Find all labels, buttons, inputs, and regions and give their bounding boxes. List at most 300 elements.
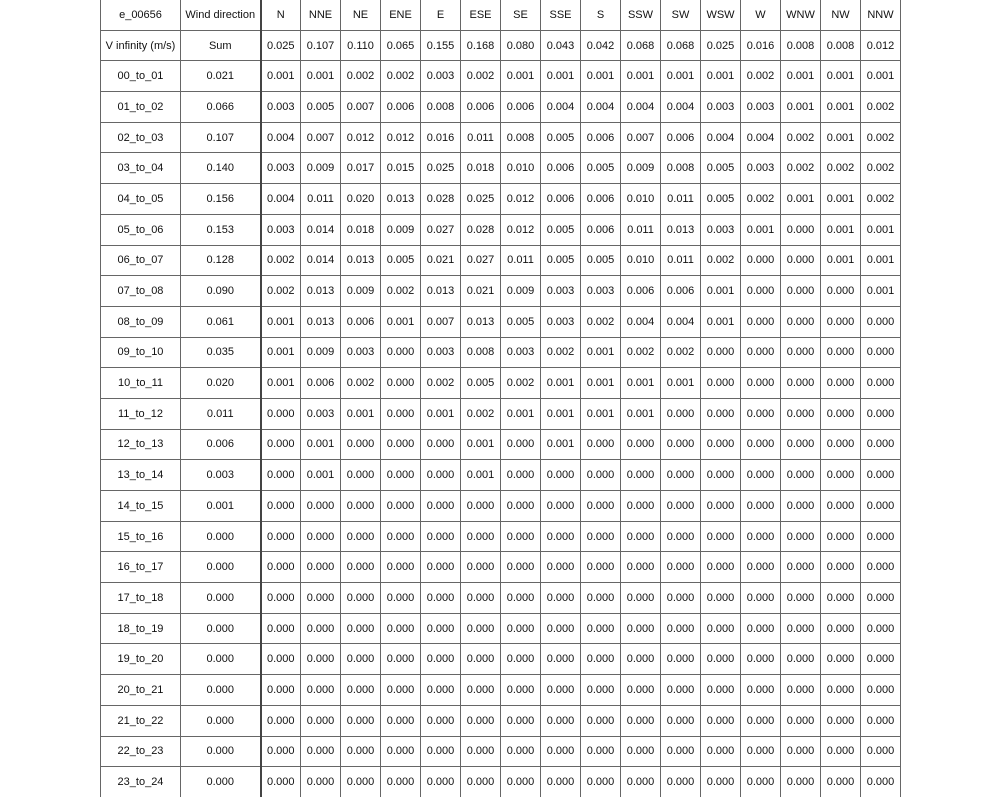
direction-header-nne: NNE (301, 0, 341, 30)
frequency-cell: 0.000 (421, 767, 461, 797)
table-row (101, 122, 901, 153)
speed-bin-label: 15_to_16 (101, 521, 181, 552)
frequency-cell: 0.000 (501, 583, 541, 614)
frequency-cell: 0.011 (501, 245, 541, 276)
frequency-cell: 0.006 (341, 306, 381, 337)
direction-header-wnw: WNW (781, 0, 821, 30)
frequency-cell: 0.000 (741, 491, 781, 522)
frequency-cell: 0.028 (461, 214, 501, 245)
wind-table-container (100, 0, 900, 800)
frequency-cell: 0.000 (421, 491, 461, 522)
frequency-cell: 0.025 (421, 153, 461, 184)
frequency-cell: 0.000 (781, 736, 821, 767)
frequency-cell: 0.000 (341, 767, 381, 797)
frequency-cell: 0.010 (621, 184, 661, 215)
frequency-cell: 0.001 (581, 398, 621, 429)
wind-direction-header: Wind direction (181, 0, 261, 30)
frequency-cell: 0.000 (421, 675, 461, 706)
row-sum-cell: 0.107 (181, 122, 261, 153)
frequency-cell: 0.000 (301, 552, 341, 583)
frequency-cell: 0.004 (261, 184, 301, 215)
frequency-cell: 0.000 (261, 460, 301, 491)
frequency-cell: 0.000 (341, 644, 381, 675)
frequency-cell: 0.025 (461, 184, 501, 215)
frequency-cell: 0.000 (381, 644, 421, 675)
frequency-cell: 0.001 (301, 61, 341, 92)
frequency-cell: 0.000 (821, 767, 861, 797)
frequency-cell: 0.002 (461, 61, 501, 92)
frequency-cell: 0.004 (581, 92, 621, 123)
frequency-cell: 0.005 (581, 245, 621, 276)
frequency-cell: 0.000 (381, 429, 421, 460)
speed-bin-label: 01_to_02 (101, 92, 181, 123)
row-sum-cell: 0.000 (181, 767, 261, 797)
frequency-cell: 0.003 (541, 306, 581, 337)
frequency-cell: 0.000 (701, 583, 741, 614)
frequency-cell: 0.002 (861, 153, 901, 184)
table-id-cell: e_00656 (101, 0, 181, 30)
frequency-cell: 0.000 (301, 736, 341, 767)
frequency-cell: 0.000 (421, 613, 461, 644)
frequency-cell: 0.000 (501, 675, 541, 706)
frequency-cell: 0.000 (501, 613, 541, 644)
frequency-cell: 0.011 (661, 184, 701, 215)
row-sum-cell: 0.000 (181, 736, 261, 767)
frequency-cell: 0.008 (661, 153, 701, 184)
frequency-cell: 0.000 (261, 767, 301, 797)
frequency-cell: 0.000 (381, 521, 421, 552)
sum-row (101, 30, 901, 61)
frequency-cell: 0.000 (541, 460, 581, 491)
frequency-cell: 0.001 (261, 368, 301, 399)
frequency-cell: 0.004 (661, 306, 701, 337)
frequency-cell: 0.000 (621, 583, 661, 614)
frequency-cell: 0.000 (621, 429, 661, 460)
frequency-cell: 0.002 (581, 306, 621, 337)
table-row (101, 491, 901, 522)
frequency-cell: 0.001 (821, 245, 861, 276)
frequency-cell: 0.010 (501, 153, 541, 184)
frequency-cell: 0.013 (301, 306, 341, 337)
frequency-cell: 0.000 (781, 460, 821, 491)
frequency-cell: 0.000 (381, 337, 421, 368)
frequency-cell: 0.013 (661, 214, 701, 245)
frequency-cell: 0.002 (501, 368, 541, 399)
frequency-cell: 0.000 (781, 306, 821, 337)
frequency-cell: 0.000 (701, 398, 741, 429)
table-row (101, 613, 901, 644)
table-row (101, 337, 901, 368)
frequency-cell: 0.013 (461, 306, 501, 337)
direction-sum-sse: 0.043 (541, 30, 581, 61)
frequency-cell: 0.002 (541, 337, 581, 368)
frequency-cell: 0.000 (461, 491, 501, 522)
frequency-cell: 0.000 (501, 429, 541, 460)
frequency-cell: 0.000 (381, 613, 421, 644)
frequency-cell: 0.000 (261, 398, 301, 429)
frequency-cell: 0.000 (621, 491, 661, 522)
direction-sum-w: 0.016 (741, 30, 781, 61)
frequency-cell: 0.000 (301, 705, 341, 736)
frequency-cell: 0.000 (821, 398, 861, 429)
frequency-cell: 0.007 (341, 92, 381, 123)
row-sum-cell: 0.000 (181, 613, 261, 644)
frequency-cell: 0.000 (341, 705, 381, 736)
frequency-cell: 0.001 (461, 429, 501, 460)
frequency-cell: 0.001 (701, 306, 741, 337)
frequency-cell: 0.000 (701, 521, 741, 552)
table-row (101, 276, 901, 307)
frequency-cell: 0.001 (301, 460, 341, 491)
frequency-cell: 0.000 (701, 705, 741, 736)
frequency-cell: 0.000 (461, 644, 501, 675)
frequency-cell: 0.000 (461, 736, 501, 767)
speed-bin-label: 23_to_24 (101, 767, 181, 797)
frequency-cell: 0.020 (341, 184, 381, 215)
frequency-cell: 0.000 (381, 368, 421, 399)
table-row (101, 429, 901, 460)
frequency-cell: 0.005 (381, 245, 421, 276)
frequency-cell: 0.000 (621, 675, 661, 706)
frequency-cell: 0.000 (861, 521, 901, 552)
frequency-cell: 0.003 (501, 337, 541, 368)
frequency-cell: 0.000 (821, 491, 861, 522)
frequency-cell: 0.000 (781, 276, 821, 307)
frequency-cell: 0.002 (861, 122, 901, 153)
speed-bin-label: 07_to_08 (101, 276, 181, 307)
frequency-cell: 0.000 (301, 613, 341, 644)
frequency-cell: 0.006 (581, 122, 621, 153)
frequency-cell: 0.006 (661, 276, 701, 307)
frequency-cell: 0.000 (501, 705, 541, 736)
frequency-cell: 0.000 (381, 705, 421, 736)
frequency-cell: 0.000 (861, 337, 901, 368)
frequency-cell: 0.000 (661, 460, 701, 491)
frequency-cell: 0.000 (341, 583, 381, 614)
frequency-cell: 0.017 (341, 153, 381, 184)
speed-bin-label: 09_to_10 (101, 337, 181, 368)
table-row (101, 552, 901, 583)
frequency-cell: 0.000 (781, 552, 821, 583)
speed-bin-label: 17_to_18 (101, 583, 181, 614)
frequency-cell: 0.000 (741, 583, 781, 614)
frequency-cell: 0.000 (701, 613, 741, 644)
frequency-cell: 0.000 (741, 767, 781, 797)
frequency-cell: 0.000 (821, 460, 861, 491)
frequency-cell: 0.001 (341, 398, 381, 429)
table-row (101, 184, 901, 215)
frequency-cell: 0.009 (301, 337, 341, 368)
table-row (101, 153, 901, 184)
frequency-cell: 0.003 (261, 153, 301, 184)
frequency-cell: 0.007 (301, 122, 341, 153)
frequency-cell: 0.001 (741, 214, 781, 245)
frequency-cell: 0.002 (381, 276, 421, 307)
frequency-cell: 0.003 (701, 92, 741, 123)
frequency-cell: 0.000 (861, 429, 901, 460)
direction-header-ssw: SSW (621, 0, 661, 30)
direction-sum-ne: 0.110 (341, 30, 381, 61)
frequency-cell: 0.000 (701, 337, 741, 368)
frequency-cell: 0.000 (541, 705, 581, 736)
frequency-cell: 0.000 (621, 521, 661, 552)
frequency-cell: 0.000 (341, 552, 381, 583)
frequency-cell: 0.000 (301, 491, 341, 522)
frequency-cell: 0.001 (781, 184, 821, 215)
frequency-cell: 0.000 (661, 521, 701, 552)
direction-sum-s: 0.042 (581, 30, 621, 61)
frequency-cell: 0.000 (381, 736, 421, 767)
frequency-cell: 0.000 (421, 521, 461, 552)
frequency-cell: 0.000 (501, 460, 541, 491)
frequency-cell: 0.002 (661, 337, 701, 368)
frequency-cell: 0.000 (621, 767, 661, 797)
frequency-cell: 0.000 (341, 460, 381, 491)
frequency-cell: 0.001 (861, 245, 901, 276)
frequency-cell: 0.010 (621, 245, 661, 276)
frequency-cell: 0.000 (541, 675, 581, 706)
frequency-cell: 0.001 (581, 337, 621, 368)
frequency-cell: 0.009 (341, 276, 381, 307)
frequency-cell: 0.013 (341, 245, 381, 276)
frequency-cell: 0.003 (701, 214, 741, 245)
direction-header-ene: ENE (381, 0, 421, 30)
frequency-cell: 0.001 (301, 429, 341, 460)
frequency-cell: 0.000 (741, 705, 781, 736)
frequency-cell: 0.000 (461, 583, 501, 614)
direction-header-wsw: WSW (701, 0, 741, 30)
frequency-cell: 0.000 (501, 736, 541, 767)
frequency-cell: 0.002 (861, 92, 901, 123)
table-row (101, 521, 901, 552)
row-sum-cell: 0.090 (181, 276, 261, 307)
frequency-cell: 0.016 (421, 122, 461, 153)
frequency-cell: 0.000 (301, 767, 341, 797)
direction-sum-ese: 0.168 (461, 30, 501, 61)
frequency-cell: 0.015 (381, 153, 421, 184)
direction-header-nnw: NNW (861, 0, 901, 30)
frequency-cell: 0.000 (741, 644, 781, 675)
frequency-cell: 0.000 (661, 398, 701, 429)
frequency-cell: 0.028 (421, 184, 461, 215)
row-sum-cell: 0.001 (181, 491, 261, 522)
frequency-cell: 0.000 (461, 705, 501, 736)
frequency-cell: 0.000 (701, 767, 741, 797)
frequency-cell: 0.001 (661, 61, 701, 92)
frequency-cell: 0.011 (301, 184, 341, 215)
frequency-cell: 0.000 (861, 460, 901, 491)
frequency-cell: 0.000 (341, 736, 381, 767)
frequency-cell: 0.001 (861, 61, 901, 92)
frequency-cell: 0.000 (341, 613, 381, 644)
frequency-cell: 0.000 (701, 552, 741, 583)
frequency-cell: 0.000 (701, 644, 741, 675)
direction-sum-wnw: 0.008 (781, 30, 821, 61)
frequency-cell: 0.000 (581, 705, 621, 736)
frequency-cell: 0.000 (541, 552, 581, 583)
frequency-cell: 0.000 (701, 460, 741, 491)
frequency-cell: 0.000 (701, 491, 741, 522)
frequency-cell: 0.000 (781, 767, 821, 797)
frequency-cell: 0.001 (621, 61, 661, 92)
frequency-cell: 0.000 (261, 552, 301, 583)
frequency-cell: 0.000 (661, 613, 701, 644)
frequency-cell: 0.000 (781, 368, 821, 399)
frequency-cell: 0.000 (581, 583, 621, 614)
frequency-cell: 0.001 (541, 398, 581, 429)
frequency-cell: 0.001 (821, 92, 861, 123)
speed-bin-label: 22_to_23 (101, 736, 181, 767)
frequency-cell: 0.000 (661, 736, 701, 767)
row-sum-cell: 0.020 (181, 368, 261, 399)
frequency-cell: 0.003 (261, 92, 301, 123)
frequency-cell: 0.000 (661, 675, 701, 706)
frequency-cell: 0.006 (661, 122, 701, 153)
frequency-cell: 0.000 (821, 644, 861, 675)
direction-header-sse: SSE (541, 0, 581, 30)
frequency-cell: 0.002 (781, 153, 821, 184)
row-sum-cell: 0.000 (181, 521, 261, 552)
direction-sum-e: 0.155 (421, 30, 461, 61)
speed-bin-label: 11_to_12 (101, 398, 181, 429)
frequency-cell: 0.000 (461, 767, 501, 797)
frequency-cell: 0.000 (621, 460, 661, 491)
row-sum-cell: 0.061 (181, 306, 261, 337)
frequency-cell: 0.003 (541, 276, 581, 307)
frequency-cell: 0.006 (621, 276, 661, 307)
speed-bin-label: 16_to_17 (101, 552, 181, 583)
frequency-cell: 0.003 (261, 214, 301, 245)
direction-header-s: S (581, 0, 621, 30)
frequency-cell: 0.000 (341, 675, 381, 706)
table-row (101, 705, 901, 736)
frequency-cell: 0.000 (581, 429, 621, 460)
frequency-cell: 0.000 (821, 675, 861, 706)
direction-sum-wsw: 0.025 (701, 30, 741, 61)
frequency-cell: 0.000 (661, 644, 701, 675)
frequency-cell: 0.000 (621, 644, 661, 675)
frequency-cell: 0.000 (421, 705, 461, 736)
frequency-cell: 0.000 (581, 736, 621, 767)
frequency-cell: 0.001 (701, 276, 741, 307)
frequency-cell: 0.011 (621, 214, 661, 245)
frequency-cell: 0.000 (741, 337, 781, 368)
frequency-cell: 0.000 (541, 767, 581, 797)
frequency-cell: 0.000 (581, 613, 621, 644)
frequency-cell: 0.000 (861, 736, 901, 767)
frequency-cell: 0.000 (701, 429, 741, 460)
header-row (101, 0, 901, 30)
frequency-cell: 0.001 (781, 61, 821, 92)
frequency-cell: 0.000 (341, 521, 381, 552)
frequency-cell: 0.000 (741, 398, 781, 429)
frequency-cell: 0.000 (581, 644, 621, 675)
frequency-cell: 0.001 (821, 214, 861, 245)
frequency-cell: 0.003 (341, 337, 381, 368)
frequency-cell: 0.001 (821, 61, 861, 92)
frequency-cell: 0.004 (621, 306, 661, 337)
frequency-cell: 0.000 (581, 460, 621, 491)
speed-bin-label: 14_to_15 (101, 491, 181, 522)
frequency-cell: 0.001 (781, 92, 821, 123)
frequency-cell: 0.002 (461, 398, 501, 429)
frequency-cell: 0.001 (541, 61, 581, 92)
frequency-cell: 0.001 (261, 306, 301, 337)
table-row (101, 583, 901, 614)
frequency-cell: 0.000 (421, 460, 461, 491)
direction-sum-n: 0.025 (261, 30, 301, 61)
frequency-cell: 0.000 (781, 491, 821, 522)
frequency-cell: 0.000 (701, 736, 741, 767)
frequency-cell: 0.000 (501, 491, 541, 522)
frequency-cell: 0.002 (341, 368, 381, 399)
speed-bin-label: 12_to_13 (101, 429, 181, 460)
frequency-cell: 0.000 (861, 613, 901, 644)
frequency-cell: 0.000 (821, 736, 861, 767)
frequency-cell: 0.000 (781, 429, 821, 460)
frequency-cell: 0.000 (861, 368, 901, 399)
speed-bin-label: 02_to_03 (101, 122, 181, 153)
direction-sum-ssw: 0.068 (621, 30, 661, 61)
frequency-cell: 0.000 (621, 613, 661, 644)
direction-header-ne: NE (341, 0, 381, 30)
frequency-cell: 0.000 (781, 337, 821, 368)
direction-sum-se: 0.080 (501, 30, 541, 61)
frequency-cell: 0.006 (541, 153, 581, 184)
frequency-cell: 0.009 (381, 214, 421, 245)
frequency-cell: 0.000 (541, 521, 581, 552)
frequency-cell: 0.000 (781, 705, 821, 736)
frequency-cell: 0.001 (501, 398, 541, 429)
frequency-cell: 0.000 (781, 613, 821, 644)
sum-header: Sum (181, 30, 261, 61)
frequency-cell: 0.000 (701, 675, 741, 706)
frequency-cell: 0.001 (621, 368, 661, 399)
frequency-cell: 0.000 (461, 675, 501, 706)
frequency-cell: 0.000 (741, 613, 781, 644)
frequency-cell: 0.000 (821, 368, 861, 399)
frequency-cell: 0.000 (301, 583, 341, 614)
speed-bin-label: 13_to_14 (101, 460, 181, 491)
frequency-cell: 0.001 (661, 368, 701, 399)
frequency-cell: 0.009 (301, 153, 341, 184)
frequency-cell: 0.000 (661, 429, 701, 460)
frequency-cell: 0.004 (661, 92, 701, 123)
frequency-cell: 0.000 (861, 705, 901, 736)
frequency-cell: 0.006 (501, 92, 541, 123)
row-sum-cell: 0.000 (181, 583, 261, 614)
frequency-cell: 0.006 (301, 368, 341, 399)
frequency-cell: 0.000 (461, 521, 501, 552)
frequency-cell: 0.000 (581, 552, 621, 583)
frequency-cell: 0.000 (501, 552, 541, 583)
frequency-cell: 0.000 (861, 398, 901, 429)
frequency-cell: 0.000 (381, 675, 421, 706)
frequency-cell: 0.001 (381, 306, 421, 337)
table-row (101, 398, 901, 429)
row-sum-cell: 0.156 (181, 184, 261, 215)
frequency-cell: 0.000 (381, 583, 421, 614)
frequency-cell: 0.008 (461, 337, 501, 368)
frequency-cell: 0.000 (581, 675, 621, 706)
table-body (101, 0, 901, 797)
speed-bin-label: 04_to_05 (101, 184, 181, 215)
frequency-cell: 0.006 (581, 214, 621, 245)
frequency-cell: 0.021 (461, 276, 501, 307)
speed-bin-label: 10_to_11 (101, 368, 181, 399)
frequency-cell: 0.000 (421, 644, 461, 675)
frequency-cell: 0.000 (501, 521, 541, 552)
